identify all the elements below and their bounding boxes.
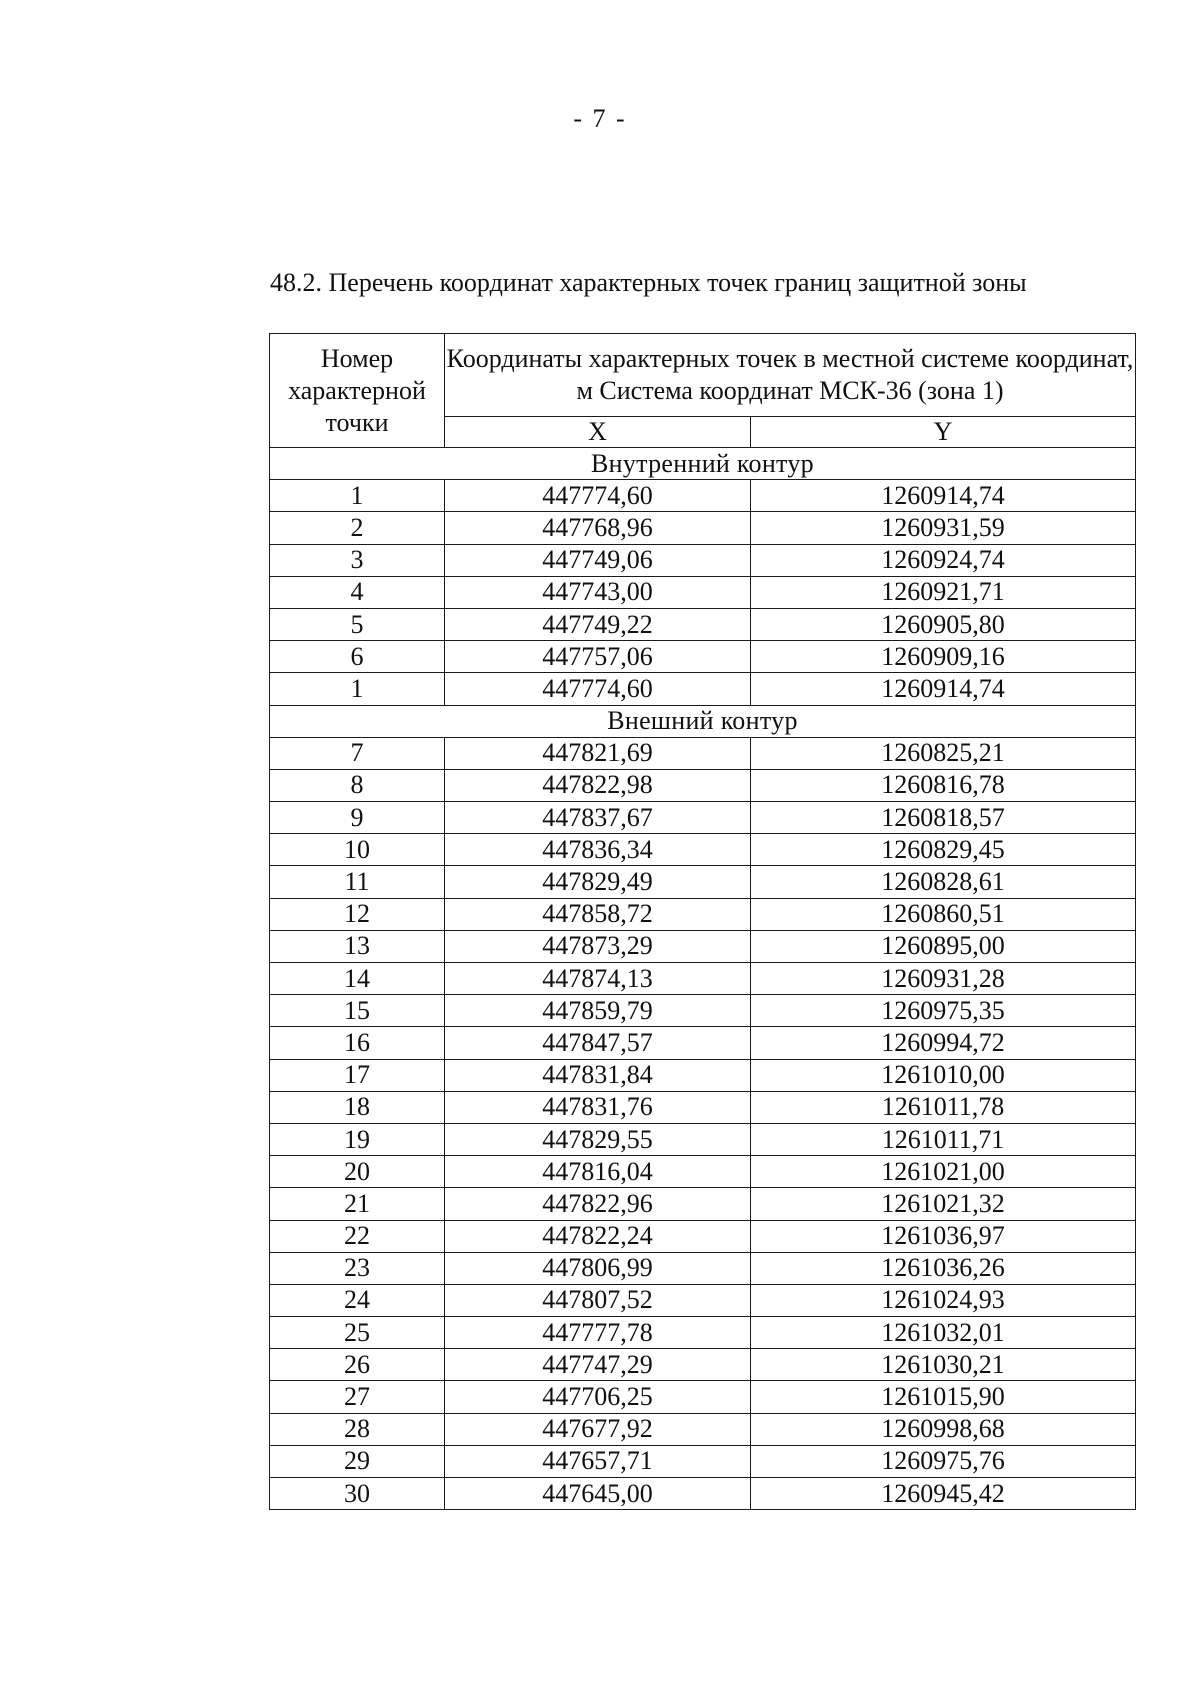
point-number-cell: 20	[270, 1156, 445, 1188]
point-number-cell: 4	[270, 576, 445, 608]
x-coordinate-cell: 447836,34	[445, 834, 751, 866]
y-coordinate-cell: 1261036,26	[751, 1252, 1136, 1284]
y-coordinate-cell: 1260994,72	[751, 1027, 1136, 1059]
section-row	[270, 448, 1136, 480]
header-coordinates: Координаты характерных точек в местной системе координат, м Система координат МСК-36 (зона 1)	[445, 334, 1136, 417]
point-number-cell: 10	[270, 834, 445, 866]
table-row	[270, 1156, 1136, 1188]
x-coordinate-cell: 447831,76	[445, 1091, 751, 1123]
point-number-cell: 21	[270, 1188, 445, 1220]
x-coordinate-cell: 447847,57	[445, 1027, 751, 1059]
x-coordinate-cell: 447822,24	[445, 1220, 751, 1252]
table-row	[270, 673, 1136, 705]
y-coordinate-cell: 1260816,78	[751, 769, 1136, 801]
point-number-cell: 16	[270, 1027, 445, 1059]
table-row	[270, 544, 1136, 576]
y-coordinate-cell: 1260914,74	[751, 673, 1136, 705]
x-coordinate-cell: 447807,52	[445, 1284, 751, 1316]
table-row	[270, 480, 1136, 512]
y-coordinate-cell: 1260825,21	[751, 737, 1136, 769]
point-number-cell: 18	[270, 1091, 445, 1123]
x-coordinate-cell: 447816,04	[445, 1156, 751, 1188]
x-coordinate-cell: 447749,22	[445, 608, 751, 640]
x-coordinate-cell: 447829,55	[445, 1123, 751, 1155]
point-number-cell: 9	[270, 802, 445, 834]
table-row	[270, 1123, 1136, 1155]
x-coordinate-cell: 447657,71	[445, 1445, 751, 1477]
table-row	[270, 1284, 1136, 1316]
point-number-cell: 17	[270, 1059, 445, 1091]
y-coordinate-cell: 1261021,00	[751, 1156, 1136, 1188]
y-coordinate-cell: 1260921,71	[751, 576, 1136, 608]
y-coordinate-cell: 1261021,32	[751, 1188, 1136, 1220]
point-number-cell: 8	[270, 769, 445, 801]
x-coordinate-cell: 447822,96	[445, 1188, 751, 1220]
y-coordinate-cell: 1260975,76	[751, 1445, 1136, 1477]
point-number-cell: 1	[270, 480, 445, 512]
x-coordinate-cell: 447768,96	[445, 512, 751, 544]
y-coordinate-cell: 1261010,00	[751, 1059, 1136, 1091]
y-coordinate-cell: 1260945,42	[751, 1478, 1136, 1510]
y-coordinate-cell: 1260818,57	[751, 802, 1136, 834]
table-row	[270, 995, 1136, 1027]
point-number-cell: 7	[270, 737, 445, 769]
point-number-cell: 28	[270, 1413, 445, 1445]
x-coordinate-cell: 447821,69	[445, 737, 751, 769]
point-number-cell: 13	[270, 930, 445, 962]
y-coordinate-cell: 1260998,68	[751, 1413, 1136, 1445]
point-number-cell: 1	[270, 673, 445, 705]
point-number-cell: 30	[270, 1478, 445, 1510]
x-coordinate-cell: 447806,99	[445, 1252, 751, 1284]
section-title: Внешний контур	[270, 705, 1136, 737]
point-number-cell: 6	[270, 641, 445, 673]
section-row	[270, 705, 1136, 737]
y-coordinate-cell: 1260860,51	[751, 898, 1136, 930]
y-coordinate-cell: 1260924,74	[751, 544, 1136, 576]
point-number-cell: 25	[270, 1317, 445, 1349]
table-row	[270, 802, 1136, 834]
x-coordinate-cell: 447743,00	[445, 576, 751, 608]
y-coordinate-cell: 1260931,59	[751, 512, 1136, 544]
table-row	[270, 1091, 1136, 1123]
table-row	[270, 1188, 1136, 1220]
table-row	[270, 641, 1136, 673]
table-row	[270, 930, 1136, 962]
y-coordinate-cell: 1261011,71	[751, 1123, 1136, 1155]
y-coordinate-cell: 1260931,28	[751, 963, 1136, 995]
document-heading: 48.2. Перечень координат характерных точек границ защитной зоны	[270, 268, 1027, 297]
table-row	[270, 898, 1136, 930]
table-row	[270, 1478, 1136, 1510]
y-coordinate-cell: 1261030,21	[751, 1349, 1136, 1381]
y-coordinate-cell: 1260829,45	[751, 834, 1136, 866]
point-number-cell: 11	[270, 866, 445, 898]
table-header	[270, 334, 1136, 448]
header-x: X	[445, 417, 751, 448]
table-row	[270, 1381, 1136, 1413]
y-coordinate-cell: 1261011,78	[751, 1091, 1136, 1123]
page-number: - 7 -	[573, 104, 627, 133]
table-row	[270, 512, 1136, 544]
y-coordinate-cell: 1260975,35	[751, 995, 1136, 1027]
table-row	[270, 1027, 1136, 1059]
point-number-cell: 22	[270, 1220, 445, 1252]
x-coordinate-cell: 447858,72	[445, 898, 751, 930]
x-coordinate-cell: 447822,98	[445, 769, 751, 801]
point-number-cell: 19	[270, 1123, 445, 1155]
point-number-cell: 2	[270, 512, 445, 544]
x-coordinate-cell: 447749,06	[445, 544, 751, 576]
x-coordinate-cell: 447747,29	[445, 1349, 751, 1381]
point-number-cell: 24	[270, 1284, 445, 1316]
point-number-cell: 26	[270, 1349, 445, 1381]
x-coordinate-cell: 447774,60	[445, 480, 751, 512]
table-row	[270, 1349, 1136, 1381]
x-coordinate-cell: 447837,67	[445, 802, 751, 834]
header-point-number: Номер характерной точки	[270, 334, 445, 448]
y-coordinate-cell: 1260909,16	[751, 641, 1136, 673]
table-row	[270, 1220, 1136, 1252]
point-number-cell: 15	[270, 995, 445, 1027]
x-coordinate-cell: 447831,84	[445, 1059, 751, 1091]
point-number-cell: 27	[270, 1381, 445, 1413]
table-row	[270, 608, 1136, 640]
table-row	[270, 576, 1136, 608]
table-body	[270, 448, 1136, 1510]
table-row	[270, 1059, 1136, 1091]
point-number-cell: 14	[270, 963, 445, 995]
table-row	[270, 737, 1136, 769]
table-row	[270, 834, 1136, 866]
point-number-cell: 29	[270, 1445, 445, 1477]
x-coordinate-cell: 447677,92	[445, 1413, 751, 1445]
table-row	[270, 963, 1136, 995]
y-coordinate-cell: 1260905,80	[751, 608, 1136, 640]
x-coordinate-cell: 447757,06	[445, 641, 751, 673]
y-coordinate-cell: 1260914,74	[751, 480, 1136, 512]
section-title: Внутренний контур	[270, 448, 1136, 480]
x-coordinate-cell: 447645,00	[445, 1478, 751, 1510]
x-coordinate-cell: 447777,78	[445, 1317, 751, 1349]
point-number-cell: 5	[270, 608, 445, 640]
table-row	[270, 769, 1136, 801]
x-coordinate-cell: 447829,49	[445, 866, 751, 898]
x-coordinate-cell: 447859,79	[445, 995, 751, 1027]
y-coordinate-cell: 1261015,90	[751, 1381, 1136, 1413]
table-row	[270, 866, 1136, 898]
point-number-cell: 12	[270, 898, 445, 930]
x-coordinate-cell: 447873,29	[445, 930, 751, 962]
header-y: Y	[751, 417, 1136, 448]
y-coordinate-cell: 1260895,00	[751, 930, 1136, 962]
coordinates-table	[269, 333, 1136, 1510]
x-coordinate-cell: 447874,13	[445, 963, 751, 995]
x-coordinate-cell: 447706,25	[445, 1381, 751, 1413]
y-coordinate-cell: 1261024,93	[751, 1284, 1136, 1316]
point-number-cell: 23	[270, 1252, 445, 1284]
y-coordinate-cell: 1260828,61	[751, 866, 1136, 898]
y-coordinate-cell: 1261032,01	[751, 1317, 1136, 1349]
y-coordinate-cell: 1261036,97	[751, 1220, 1136, 1252]
table-row	[270, 1317, 1136, 1349]
table-row	[270, 1252, 1136, 1284]
x-coordinate-cell: 447774,60	[445, 673, 751, 705]
point-number-cell: 3	[270, 544, 445, 576]
table-row	[270, 1413, 1136, 1445]
table-row	[270, 1445, 1136, 1477]
